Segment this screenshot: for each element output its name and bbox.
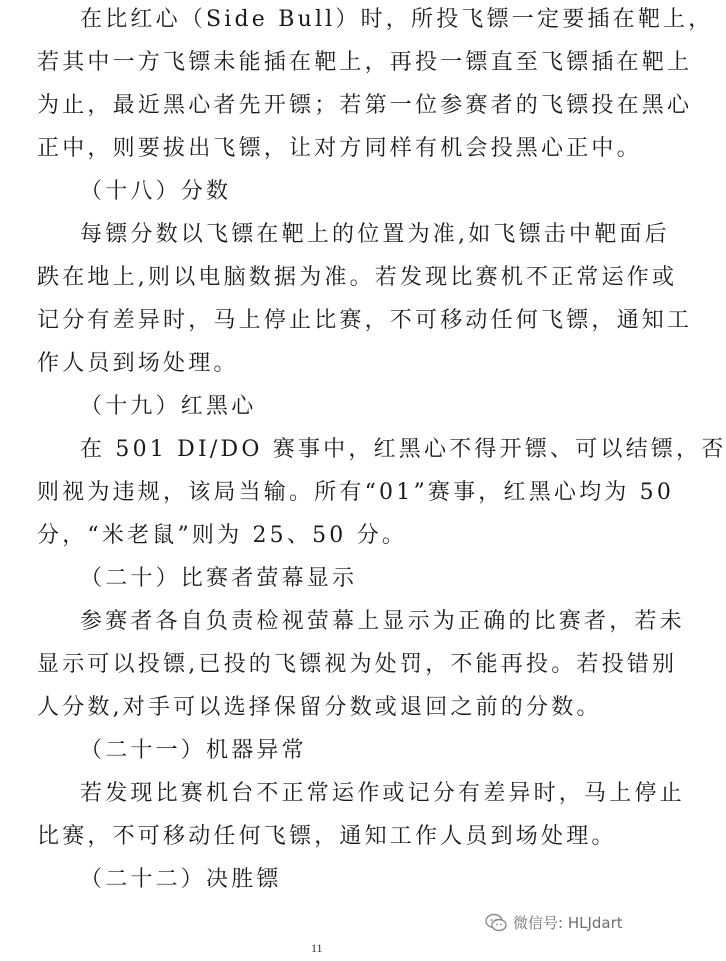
wechat-watermark: [485, 912, 623, 933]
paragraph-line: 正中，则要拔出飞镖，让对方同样有机会投黑心正中。: [37, 136, 642, 161]
paragraph-line: 若发现比赛机台不正常运作或记分有差异时，马上停止: [80, 781, 685, 806]
paragraph-line: 跌在地上,则以电脑数据为准。若发现比赛机不正常运作或: [37, 265, 678, 290]
paragraph-line: 作人员到场处理。: [37, 351, 239, 376]
section-heading-21: （二十一）机器异常: [80, 738, 307, 763]
section-heading-22: （二十二）决胜镖: [80, 867, 282, 892]
paragraph-line: 参赛者各自负责检视萤幕上显示为正确的比赛者，若未: [80, 609, 685, 634]
paragraph-line: 每镖分数以飞镖在靶上的位置为准,如飞镖击中靶面后: [80, 222, 670, 247]
section-heading-20: （二十）比赛者萤幕显示: [80, 566, 358, 591]
paragraph-line: 为止，最近黑心者先开镖；若第一位参赛者的飞镖投在黑心: [37, 93, 693, 118]
paragraph-line: 在比红心（Side Bull）时，所投飞镖一定要插在靶上，: [80, 7, 714, 32]
section-heading-18: （十八）分数: [80, 179, 232, 204]
wechat-icon: [485, 913, 507, 933]
paragraph-line: 显示可以投镖,已投的飞镖视为处罚，不能再投。若投错别: [37, 652, 678, 677]
section-heading-19: （十九）红黑心: [80, 394, 257, 419]
paragraph-line: 在 501 DI/DO 赛事中，红黑心不得开镖、可以结镖，否: [80, 437, 726, 462]
paragraph-line: 则视为违规，该局当输。所有“01”赛事，红黑心均为 50: [37, 480, 675, 505]
paragraph-line: 若其中一方飞镖未能插在靶上，再投一镖直至飞镖插在靶上: [37, 50, 693, 75]
paragraph-line: 分，“米老鼠”则为 25、50 分。: [37, 523, 408, 548]
paragraph-line: 比赛，不可移动任何飞镖，通知工作人员到场处理。: [37, 824, 617, 849]
paragraph-line: 人分数,对手可以选择保留分数或退回之前的分数。: [37, 695, 602, 720]
watermark-text: 微信号: HLJdart: [513, 914, 623, 932]
paragraph-line: 记分有差异时，马上停止比赛，不可移动任何飞镖，通知工: [37, 308, 693, 333]
page-number: 11: [311, 941, 323, 955]
